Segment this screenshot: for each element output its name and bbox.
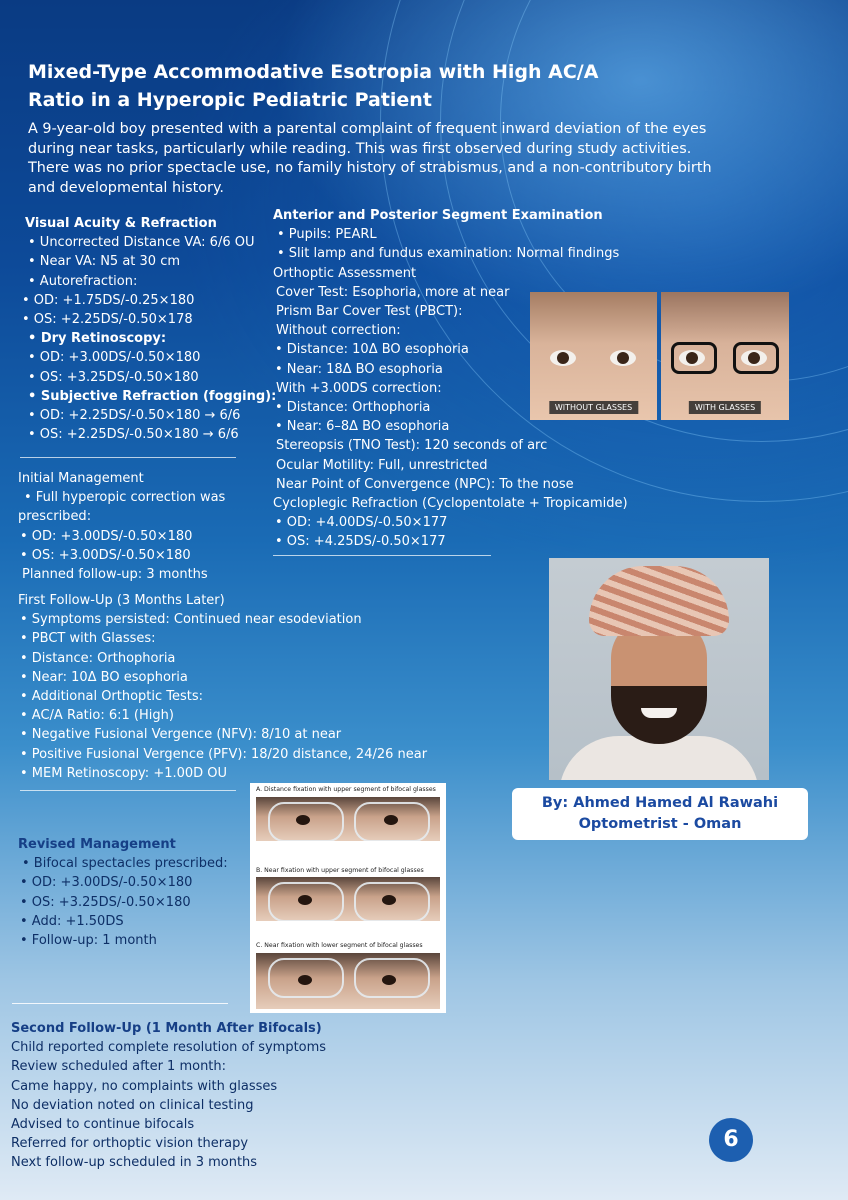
list-item: • Slit lamp and fundus examination: Normal findings <box>277 246 620 262</box>
revised-management-section <box>18 835 228 950</box>
list-item: • Distance: Orthophoria <box>20 650 176 666</box>
author-card <box>512 788 808 840</box>
list-item: Advised to continue bifocals <box>11 1117 195 1133</box>
list-item: • OS: +4.25DS/-0.50×177 <box>275 534 446 550</box>
list-item: • Autorefraction: <box>28 273 138 289</box>
list-item: No deviation noted on clinical testing <box>11 1097 254 1113</box>
list-item: Next follow-up scheduled in 3 months <box>11 1155 258 1171</box>
list-item: • OD: +4.00DS/-0.50×177 <box>275 515 448 531</box>
list-item: • Pupils: PEARL <box>277 227 377 243</box>
list-item: • Distance: Orthophoria <box>275 400 431 416</box>
section-heading: Visual Acuity & Refraction <box>25 216 217 231</box>
list-item: Cover Test: Esophoria, more at near <box>276 284 510 300</box>
author-portrait <box>549 558 769 780</box>
list-item: • AC/A Ratio: 6:1 (High) <box>20 708 174 724</box>
list-item: Cycloplegic Refraction (Cyclopentolate + Tropicamide) <box>273 496 628 512</box>
list-item: • PBCT with Glasses: <box>20 631 156 647</box>
section-heading: First Follow-Up (3 Months Later) <box>18 593 225 608</box>
list-item: • Near: 6–8Δ BO esophoria <box>275 419 450 435</box>
figure-caption: B. Near fixation with upper segment of bifocal glasses <box>256 867 424 874</box>
page-title: Mixed-Type Accommodative Esotropia with High AC/A Ratio in a Hyperopic Pediatric Patient <box>28 61 599 111</box>
list-item: • OS: +3.00DS/-0.50×180 <box>20 547 191 563</box>
list-item: • OD: +3.00DS/-0.50×180 <box>28 350 201 366</box>
section-heading: Anterior and Posterior Segment Examination <box>273 208 603 223</box>
list-item: • OD: +3.00DS/-0.50×180 <box>20 528 193 544</box>
divider <box>20 457 236 458</box>
list-item: • OD: +3.00DS/-0.50×180 <box>20 875 193 891</box>
bifocal-figure <box>250 783 446 1013</box>
divider <box>20 790 236 791</box>
initial-management-section <box>18 469 225 584</box>
list-item: • OS: +3.25DS/-0.50×180 <box>20 894 191 910</box>
list-item: • Additional Orthoptic Tests: <box>20 689 204 705</box>
list-item: Orthoptic Assessment <box>273 265 417 281</box>
divider <box>12 1003 228 1004</box>
section-heading: Initial Management <box>18 471 144 486</box>
list-item: Stereopsis (TNO Test): 120 seconds of arc <box>276 438 548 454</box>
list-item: • OS: +2.25DS/-0.50×180 → 6/6 <box>28 427 239 443</box>
list-item: • Positive Fusional Vergence (PFV): 18/20 distance, 24/26 near <box>20 746 428 762</box>
divider <box>273 555 491 556</box>
list-item: • Bifocal spectacles prescribed: <box>22 856 228 872</box>
list-item: • Distance: 10Δ BO esophoria <box>275 342 469 358</box>
list-item: Without correction: <box>276 323 401 339</box>
second-followup-section <box>11 1019 326 1173</box>
author-role: Optometrist - Oman <box>578 816 742 832</box>
section-heading: Second Follow-Up (1 Month After Bifocals) <box>11 1021 322 1036</box>
section-heading: Revised Management <box>18 837 176 852</box>
list-item: • Near VA: N5 at 30 cm <box>28 254 181 270</box>
list-item: Ocular Motility: Full, unrestricted <box>276 457 488 473</box>
list-item: Child reported complete resolution of symptoms <box>11 1040 327 1056</box>
list-item: With +3.00DS correction: <box>276 380 442 396</box>
photo-tag: WITHOUT GLASSES <box>549 401 638 414</box>
list-item: • Subjective Refraction (fogging): <box>28 388 277 404</box>
list-item: • Follow-up: 1 month <box>20 933 157 949</box>
list-item: prescribed: <box>18 509 92 525</box>
page-number: 6 <box>709 1118 753 1162</box>
list-item: • OD: +1.75DS/-0.25×180 <box>22 292 195 308</box>
list-item: • OS: +3.25DS/-0.50×180 <box>28 369 199 385</box>
list-item: • Near: 18Δ BO esophoria <box>275 361 443 377</box>
figure-caption: C. Near fixation with lower segment of bifocal glasses <box>256 942 423 949</box>
list-item: Planned follow-up: 3 months <box>22 567 208 583</box>
list-item: • Symptoms persisted: Continued near esodeviation <box>20 612 362 628</box>
list-item: Referred for orthoptic vision therapy <box>11 1136 249 1152</box>
list-item: • Near: 10Δ BO esophoria <box>20 669 188 685</box>
photo-with-glasses <box>661 292 789 420</box>
figure-caption: A. Distance fixation with upper segment of bifocal glasses <box>256 786 436 793</box>
list-item: Came happy, no complaints with glasses <box>11 1078 278 1094</box>
list-item: • Dry Retinoscopy: <box>28 331 167 347</box>
list-item: • OS: +2.25DS/-0.50×178 <box>22 312 193 328</box>
list-item: • Add: +1.50DS <box>20 913 124 929</box>
author-name: By: Ahmed Hamed Al Rawahi <box>541 795 779 811</box>
first-followup-section <box>18 591 427 783</box>
bifocal-photo-a <box>256 797 440 841</box>
list-item: • Full hyperopic correction was <box>24 490 226 506</box>
list-item: • OD: +2.25DS/-0.50×180 → 6/6 <box>28 408 241 424</box>
list-item: Prism Bar Cover Test (PBCT): <box>276 304 463 320</box>
list-item: • Negative Fusional Vergence (NFV): 8/10 at near <box>20 727 342 743</box>
bifocal-photo-c <box>256 953 440 1009</box>
intro-paragraph: A 9-year-old boy presented with a parental complaint of frequent inward deviation of the eyes during near tasks, particularly while reading. This was first observed during study activities. There was no prior spectacle use, no family history of strabismus, and a non-contributory birth and developmental history. <box>28 121 712 196</box>
list-item: • Uncorrected Distance VA: 6/6 OU <box>28 235 255 251</box>
bifocal-photo-b <box>256 877 440 921</box>
photo-without-glasses <box>530 292 657 420</box>
photo-tag: WITH GLASSES <box>689 401 761 414</box>
list-item: Review scheduled after 1 month: <box>11 1059 227 1075</box>
list-item: Near Point of Convergence (NPC): To the nose <box>276 476 574 492</box>
visual-acuity-section <box>20 214 276 444</box>
list-item: • MEM Retinoscopy: +1.00D OU <box>20 765 228 781</box>
